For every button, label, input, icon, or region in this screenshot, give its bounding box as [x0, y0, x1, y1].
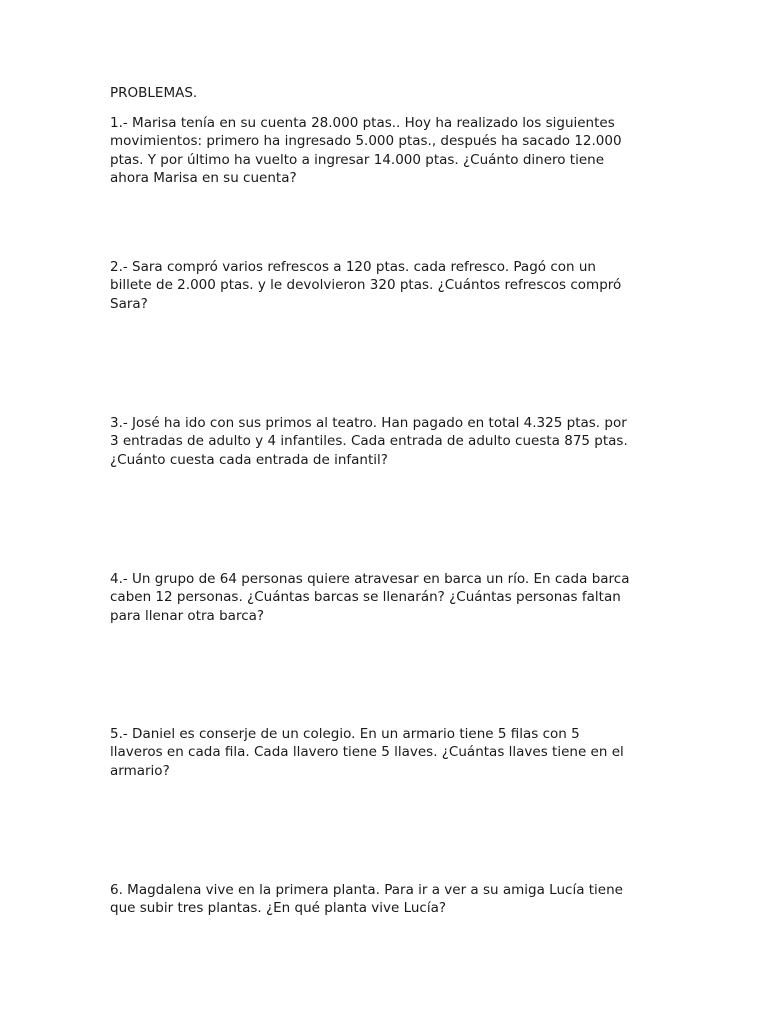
problem-line: llaveros en cada fila. Cada llavero tiene 5 llaves. ¿Cuántas llaves tiene en el	[110, 744, 624, 761]
problem-1	[110, 114, 622, 187]
problem-line: billete de 2.000 ptas. y le devolvieron 320 ptas. ¿Cuántos refrescos compró	[110, 277, 622, 294]
problem-line: ptas. Y por último ha vuelto a ingresar 14.000 ptas. ¿Cuánto dinero tiene	[110, 151, 605, 168]
problem-2	[110, 258, 621, 313]
problem-line: 4.- Un grupo de 64 personas quiere atravesar en barca un río. En cada barca	[110, 571, 630, 587]
problem-line: para llenar otra barca?	[110, 607, 265, 624]
problem-line: ¿Cuánto cuesta cada entrada de infantil?	[110, 451, 388, 468]
problem-line: movimientos: primero ha ingresado 5.000 ptas., después ha sacado 12.000	[110, 133, 622, 150]
problem-line: 5.- Daniel es conserje de un colegio. En un armario tiene 5 filas con 5	[110, 726, 580, 742]
problem-line: 1.- Marisa tenía en su cuenta 28.000 ptas.. Hoy ha realizado los siguientes	[110, 115, 615, 131]
problem-3	[110, 414, 628, 469]
problem-4	[110, 570, 629, 625]
problem-line: que subir tres plantas. ¿En qué planta vive Lucía?	[110, 900, 447, 917]
problem-line: 3.- José ha ido con sus primos al teatro. Han pagado en total 4.325 ptas. por	[110, 415, 627, 431]
problem-5	[110, 725, 624, 780]
problem-line: 2.- Sara compró varios refrescos a 120 ptas. cada refresco. Pagó con un	[110, 259, 596, 275]
problem-line: caben 12 personas. ¿Cuántas barcas se llenarán? ¿Cuántas personas faltan	[110, 589, 621, 606]
problem-line: Sara?	[110, 295, 148, 312]
problem-6	[110, 881, 623, 918]
problem-line: 3 entradas de adulto y 4 infantiles. Cada entrada de adulto cuesta 875 ptas.	[110, 433, 628, 450]
page-heading: PROBLEMAS.	[110, 85, 198, 101]
problem-line: 6. Magdalena vive en la primera planta. Para ir a ver a su amiga Lucía tiene	[110, 882, 623, 898]
problem-line: ahora Marisa en su cuenta?	[110, 169, 297, 186]
problem-line: armario?	[110, 762, 170, 779]
